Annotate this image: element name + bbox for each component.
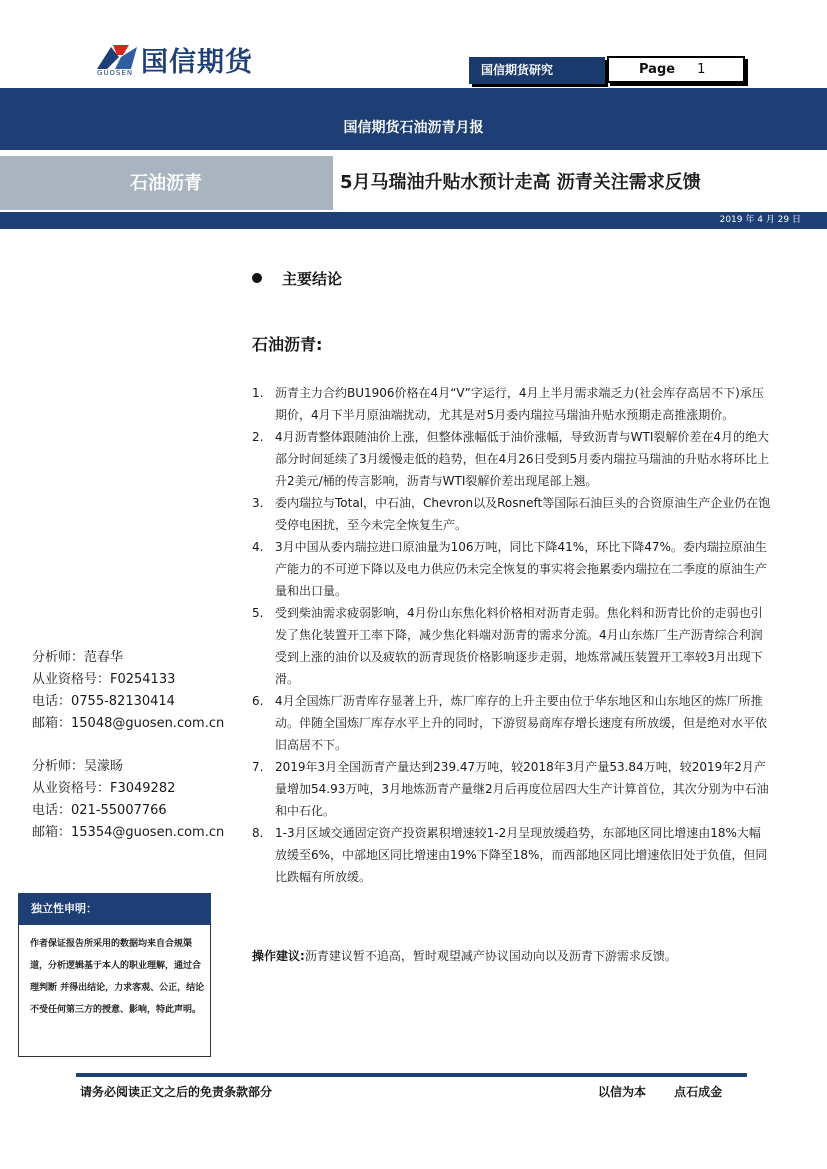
analyst-email: 邮箱：15354@guosen.com.cn [32,825,225,840]
advice-label: 操作建议: [252,949,305,963]
list-item [252,822,772,888]
item-text: 委内瑞拉与Total，中石油，Chevron以及Rosneft等国际石油巨头的合资原油生产企业仍在饱受停电困扰，至今未完全恢复生产。 [275,496,771,532]
footer-divider [76,1073,747,1077]
conclusion-list [252,382,772,888]
analyst-name: 分析师：范春华 [32,650,124,665]
list-item [252,690,772,756]
item-number: 4. [252,540,264,554]
analyst-license: 从业资格号：F0254133 [32,672,176,687]
item-text: 4月沥青整体跟随油价上涨，但整体涨幅低于油价涨幅，导致沥青与WTI裂解价差在4月的绝大部分时间延续了3月缓慢走低的趋势，但在4月26日受到5月委内瑞拉马瑞油的升贴水将环比上升2美元/桶的传言影响，沥青与WTI裂解价差出现尾部上翘。 [275,430,770,488]
sub-heading: 石油沥青: [252,335,323,354]
analyst-card [32,647,252,735]
brand-name: 国信期货 [141,47,253,78]
item-text: 1-3月区域交通固定资产投资累积增速较1-2月呈现放缓趋势，东部地区同比增速由18%大幅放缓至6%，中部地区同比增速由19%下降至18%，而西部地区同比增速依旧处于负值，但同比跌幅有所放缓。 [275,826,768,884]
item-number: 1. [252,386,264,400]
advice-text: 沥青建议暂不追高，暂时观望减产协议国动向以及沥青下游需求反馈。 [304,949,677,963]
list-item [252,756,772,822]
list-item [252,492,772,536]
item-text: 受到柴油需求疲弱影响，4月份山东焦化料价格相对沥青走弱。焦化料和沥青比价的走弱也引发了焦化装置开工率下降，减少焦化料端对沥青的需求分流。4月山东炼厂生产沥青综合利润受到上涨的油价以及疲软的沥青现货价格影响逐步走弱，地炼常减压装置开工率较3月出现下滑。 [275,606,763,686]
independence-statement-text: 作者保证报告所采用的数据均来自合规渠道，分析逻辑基于本人的职业理解，通过合理判断 并得出结论，力求客观、公正，结论不受任何第三方的授意、影响，特此声明。 [30,939,205,1015]
list-item [252,536,772,602]
analyst-phone: 电话：0755-82130414 [32,694,175,709]
analyst-name: 分析师：吴濛旸 [32,759,124,774]
item-number: 3. [252,496,264,510]
analyst-card [32,756,252,844]
item-text: 3月中国从委内瑞拉进口原油量为106万吨，同比下降41%，环比下降47%。委内瑞拉原油生产能力的不可逆下降以及电力供应仍未完全恢复的事实将会拖累委内瑞拉在二季度的原油生产量和出口量。 [275,540,768,598]
bullet-icon [252,273,262,283]
page-number: 1 [697,62,706,77]
item-number: 7. [252,760,264,774]
section-heading: 主要结论 [282,270,343,288]
item-number: 5. [252,606,264,620]
analyst-phone: 电话：021-55007766 [32,803,167,818]
category-label: 石油沥青 [0,156,333,210]
item-text: 沥青主力合约BU1906价格在4月“V”字运行，4月上半月需求端乏力(社会库存高居不下)承压期价，4月下半月原油端扰动，尤其是对5月委内瑞拉马瑞油升贴水预期走高推涨期价。 [275,386,764,422]
brand-sub: GUOSEN [97,69,134,77]
footer-disclaimer-note: 请务必阅读正文之后的免责条款部分 [80,1085,273,1099]
item-number: 2. [252,430,264,444]
analyst-email: 邮箱：15048@guosen.com.cn [32,716,225,731]
guosen-logo-icon [97,43,137,69]
page-indicator [607,56,745,83]
item-text: 4月全国炼厂沥青库存显著上升，炼厂库存的上升主要由位于华东地区和山东地区的炼厂所推动。伴随全国炼厂库存水平上升的同时，下游贸易商库存增长速度有所放缓，但是绝对水平依旧高居不下。 [275,694,768,752]
list-item [252,602,772,690]
report-series-banner: 国信期货石油沥青月报 [0,88,827,150]
item-number: 6. [252,694,264,708]
report-date: 2019 年 4 月 29 日 [0,212,827,229]
page-label: Page [639,62,676,77]
banner-divider [0,150,827,152]
independence-statement-title: 独立性申明： [18,893,211,925]
list-item [252,382,772,426]
page-title: 5月马瑞油升贴水预计走高 沥青关注需求反馈 [340,172,701,193]
analyst-license: 从业资格号：F3049282 [32,781,176,796]
item-number: 8. [252,826,264,840]
footer-slogan: 以信为本 点石成金 [598,1085,723,1099]
list-item [252,426,772,492]
research-label: 国信期货研究 [469,57,605,84]
item-text: 2019年3月全国沥青产量达到239.47万吨，较2018年3月产量53.84万吨，较2019年2月产量增加54.93万吨，3月地炼沥青产量继2月后再度位居四大生产计算首位，其次分别为中石油和中石化。 [275,760,769,818]
operation-advice [252,945,772,967]
